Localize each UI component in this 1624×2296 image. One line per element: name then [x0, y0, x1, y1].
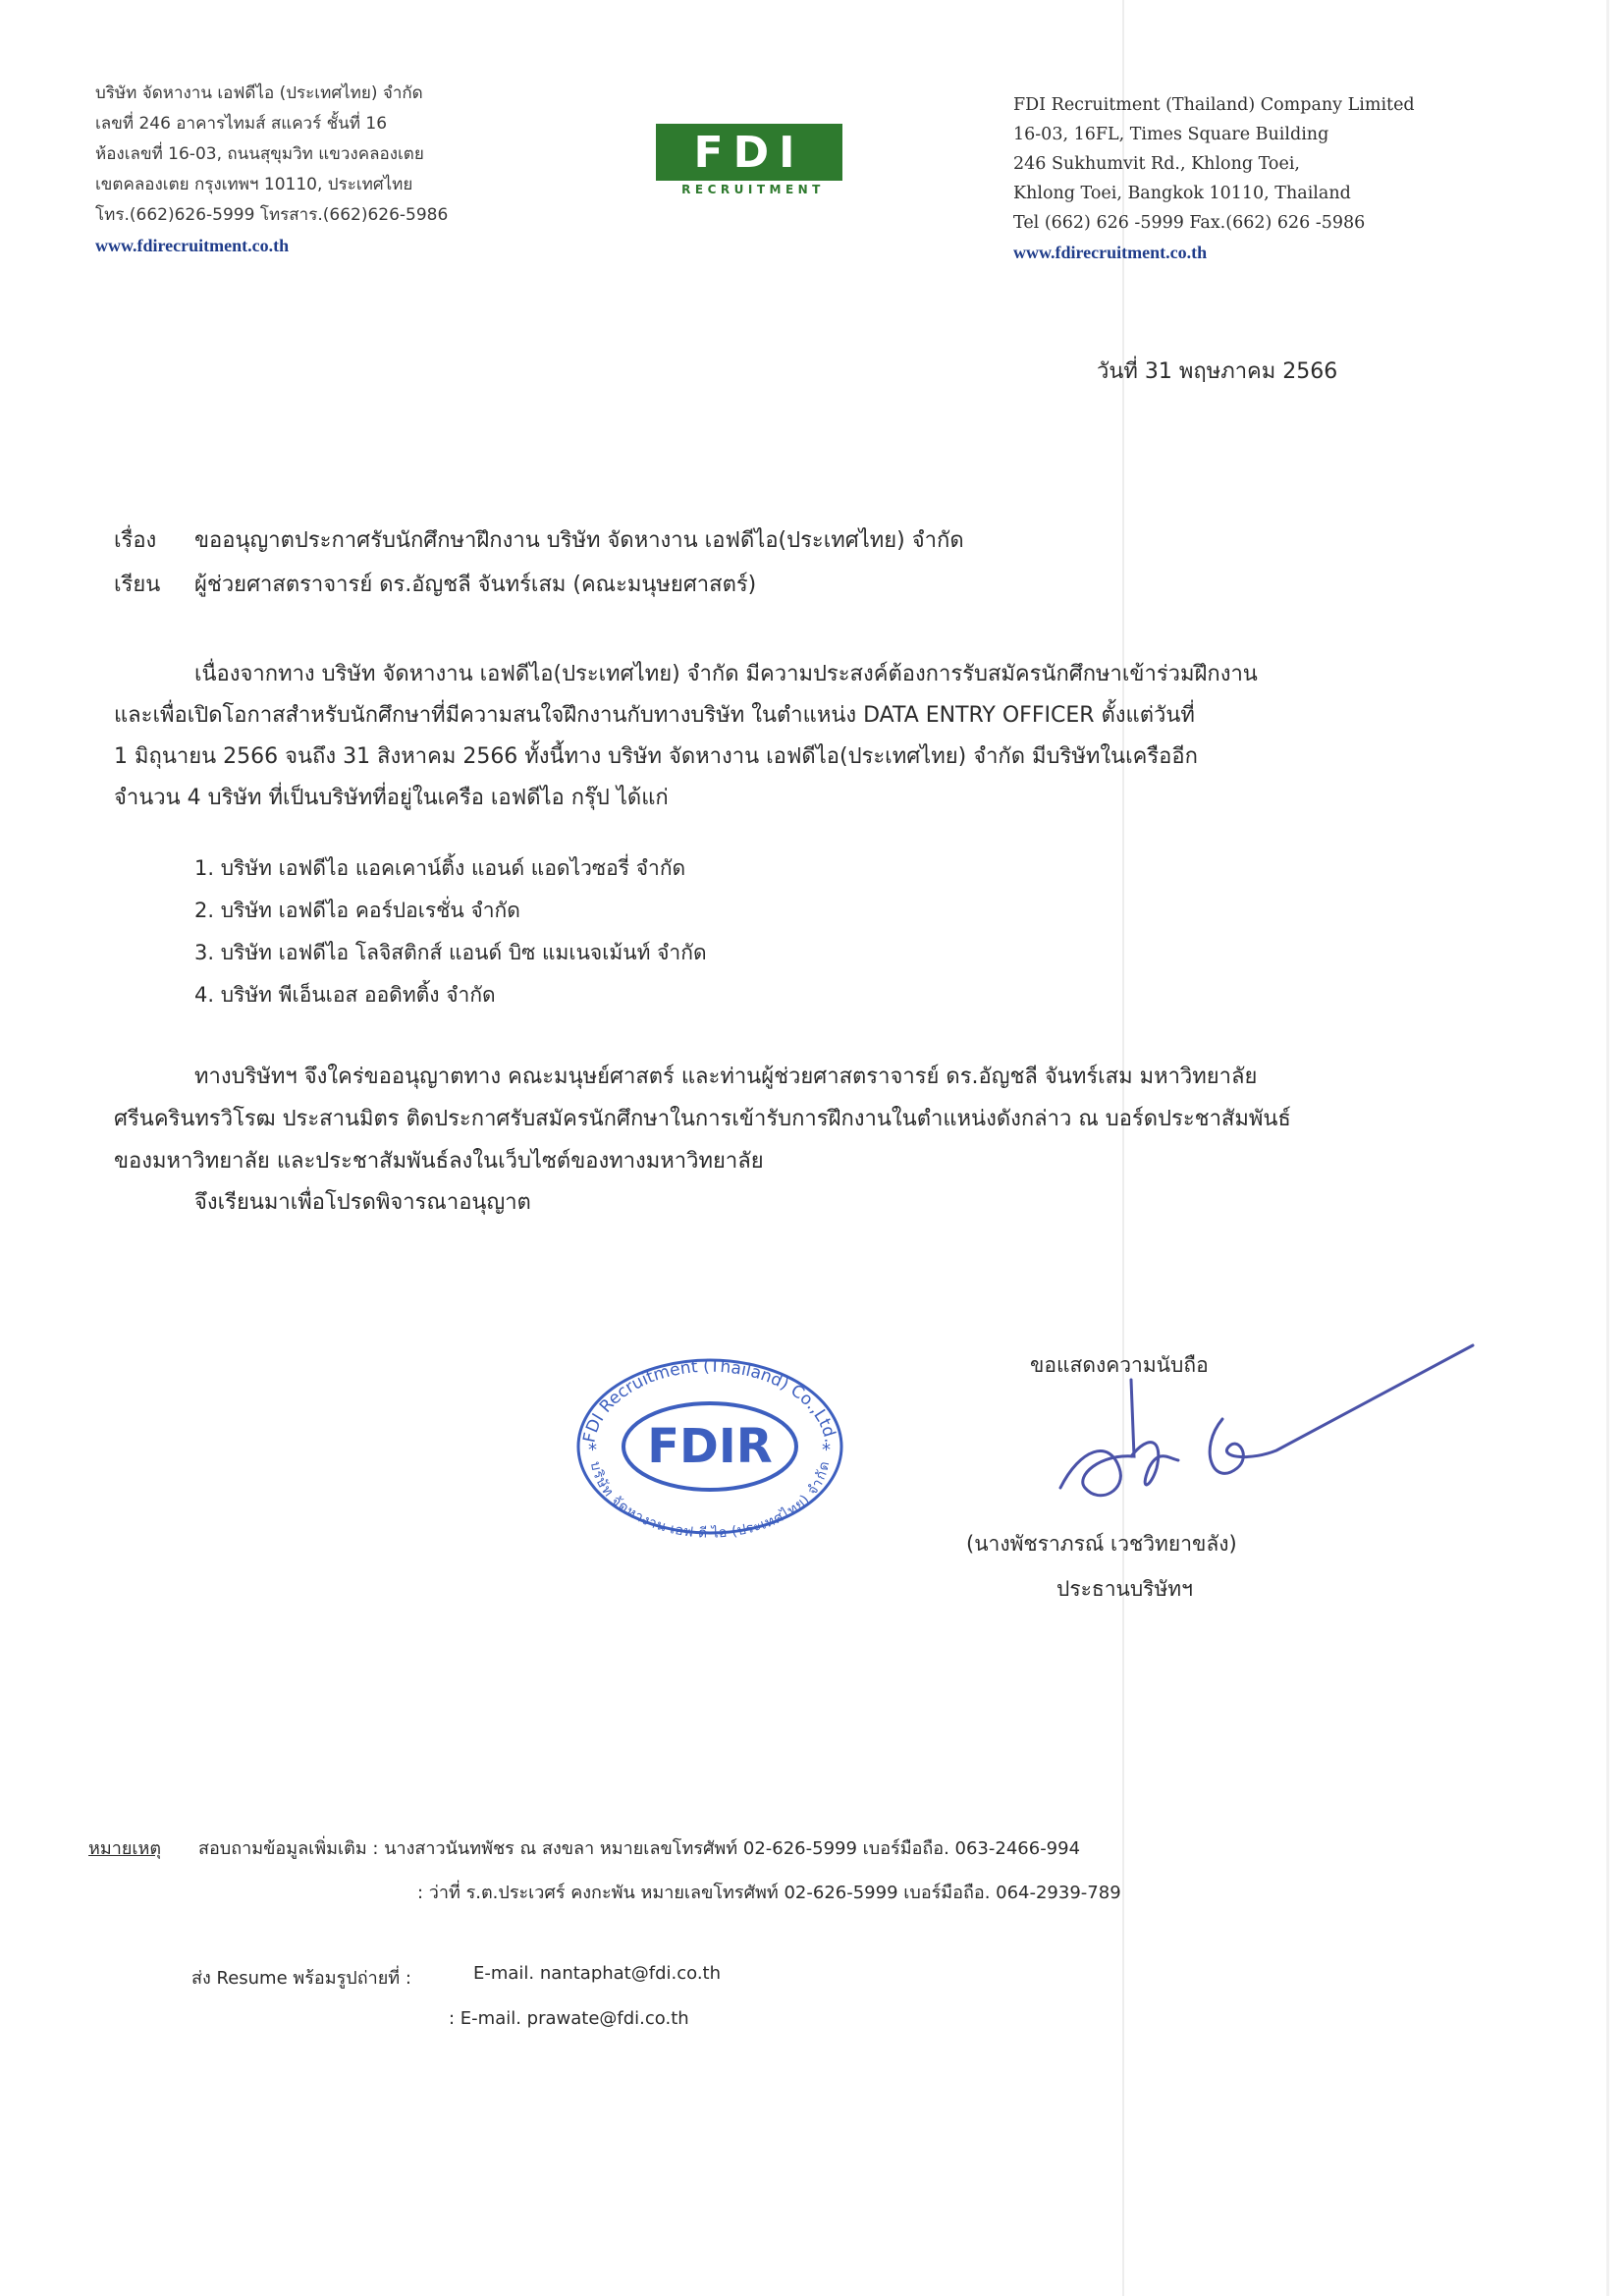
subject-label: เรื่อง — [114, 528, 157, 553]
body-line: จำนวน 4 บริษัท ที่เป็นบริษัทที่อยู่ในเครือ เอฟดีไอ กรุ๊ป ได้แก่ — [114, 786, 669, 810]
signature-graphic — [1041, 1340, 1483, 1527]
recipient-label: เรียน — [114, 573, 161, 597]
note-label: หมายเหตุ — [88, 1838, 162, 1859]
logo-subtitle: RECRUITMENT — [681, 183, 825, 196]
body-line: ศรีนครินทรวิโรฒ ประสานมิตร ติดประกาศรับสมัครนักศึกษาในการเข้ารับการฝึกงานในตำแหน่งดังกล่าว ณ บอร์ดประชาสัมพันธ์ — [114, 1107, 1291, 1131]
logo-text: FDI — [693, 127, 805, 178]
recipient-text: ผู้ช่วยศาสตราจารย์ ดร.อัญชลี จันทร์เสม (คณะมนุษยศาสตร์) — [194, 573, 757, 597]
closing-request: จึงเรียนมาเพื่อโปรดพิจารณาอนุญาต — [194, 1190, 531, 1215]
english-address-line: 246 Sukhumvit Rd., Khlong Toei, — [1013, 154, 1300, 174]
subject-text: ขออนุญาตประกาศรับนักศึกษาฝึกงาน บริษัท จัดหางาน เอฟดีไอ(ประเทศไทย) จำกัด — [194, 528, 964, 553]
thai-letterhead — [95, 79, 448, 261]
english-letterhead — [1013, 90, 1415, 267]
english-phone-line: Tel (662) 626 -5999 Fax.(662) 626 -5986 — [1013, 213, 1366, 233]
stamp-bottom-arc: บริษัท จัดหางาน เอฟ ดี ไอ (ประเทศไทย) จำกัด — [586, 1459, 834, 1540]
stamp-center-text: FDIR — [647, 1419, 773, 1474]
closing-phrase: ขอแสดงความนับถือ — [1030, 1353, 1209, 1377]
signer-position: ประธานบริษัทฯ — [1056, 1577, 1193, 1601]
paper-fold-line — [1122, 0, 1124, 2296]
body-line: เนื่องจากทาง บริษัท จัดหางาน เอฟดีไอ(ประเทศไทย) จำกัด มีความประสงค์ต้องการรับสมัครนักศึกษาเข้าร่วมฝึกงาน — [194, 662, 1258, 686]
company-list-item: 4. บริษัท พีเอ็นเอส ออดิทติ้ง จำกัด — [194, 983, 496, 1007]
thai-address-line: ห้องเลขที่ 16-03, ถนนสุขุมวิท แขวงคลองเตย — [95, 144, 424, 164]
stamp-star-left: * — [588, 1440, 597, 1460]
signer-name: (นางพัชราภรณ์ เวชวิทยาขลัง) — [966, 1532, 1237, 1556]
logo-box — [656, 124, 842, 181]
body-line: ของมหาวิทยาลัย และประชาสัมพันธ์ลงในเว็บไซต์ของทางมหาวิทยาลัย — [114, 1149, 764, 1174]
english-website[interactable]: www.fdirecruitment.co.th — [1013, 243, 1208, 262]
thai-address-line: เขตคลองเตย กรุงเทพฯ 10110, ประเทศไทย — [95, 175, 413, 194]
paper-edge-shadow — [1606, 0, 1609, 2296]
company-list-item: 1. บริษัท เอฟดีไอ แอคเคาน์ติ้ง แอนด์ แอดไวซอรี่ จำกัด — [194, 856, 686, 880]
english-company-name: FDI Recruitment (Thailand) Company Limited — [1013, 95, 1415, 115]
resume-label: ส่ง Resume พร้อมรูปถ่ายที่ : — [191, 1968, 411, 1989]
thai-website[interactable]: www.fdirecruitment.co.th — [95, 236, 290, 255]
thai-company-name: บริษัท จัดหางาน เอฟดีไอ (ประเทศไทย) จำกัด — [95, 83, 423, 103]
body-line: ทางบริษัทฯ จึงใคร่ขออนุญาตทาง คณะมนุษย์ศาสตร์ และท่านผู้ช่วยศาสตราจารย์ ดร.อัญชลี จันทร์เสม มหาวิทยาลัย — [194, 1065, 1258, 1089]
note-contact-1: สอบถามข้อมูลเพิ่มเติม : นางสาวนันทพัชร ณ สงขลา หมายเลขโทรศัพท์ 02-626-5999 เบอร์มือถือ. 063-2466-994 — [198, 1838, 1081, 1859]
english-address-line: 16-03, 16FL, Times Square Building — [1013, 125, 1329, 144]
letter-date: วันที่ 31 พฤษภาคม 2566 — [1097, 359, 1338, 384]
resume-email-1[interactable]: E-mail. nantaphat@fdi.co.th — [473, 1963, 721, 1984]
note-contact-2: : ว่าที่ ร.ต.ประเวศร์ คงกะพัน หมายเลขโทรศัพท์ 02-626-5999 เบอร์มือถือ. 064-2939-789 — [417, 1883, 1121, 1903]
resume-email-2[interactable]: : E-mail. prawate@fdi.co.th — [449, 2008, 689, 2029]
english-address-line: Khlong Toei, Bangkok 10110, Thailand — [1013, 184, 1351, 203]
stamp-star-right: * — [822, 1440, 831, 1460]
thai-address-line: เลขที่ 246 อาคารไทมส์ สแควร์ ชั้นที่ 16 — [95, 114, 388, 134]
stamp-top-arc: FDI Recruitment (Thailand) Co.,Ltd. — [579, 1356, 840, 1445]
company-list-item: 3. บริษัท เอฟดีไอ โลจิสติกส์ แอนด์ บิซ แมเนจเม้นท์ จำกัด — [194, 941, 707, 964]
thai-phone-line: โทร.(662)626-5999 โทรสาร.(662)626-5986 — [95, 205, 449, 225]
body-line: และเพื่อเปิดโอกาสสำหรับนักศึกษาที่มีความสนใจฝึกงานกับทางบริษัท ในตำแหน่ง DATA ENTRY OFFICER ตั้งแต่วันที่ — [114, 703, 1195, 728]
body-line: 1 มิถุนายน 2566 จนถึง 31 สิงหาคม 2566 ทั้งนี้ทาง บริษัท จัดหางาน เอฟดีไอ(ประเทศไทย) จำกัด มีบริษัทในเครืออีก — [114, 744, 1198, 769]
company-list-item: 2. บริษัท เอฟดีไอ คอร์ปอเรชั่น จำกัด — [194, 899, 520, 922]
stamp-graphic — [572, 1353, 847, 1540]
fdi-logo — [656, 124, 850, 196]
handwritten-signature — [1041, 1340, 1483, 1531]
company-stamp — [572, 1353, 847, 1544]
